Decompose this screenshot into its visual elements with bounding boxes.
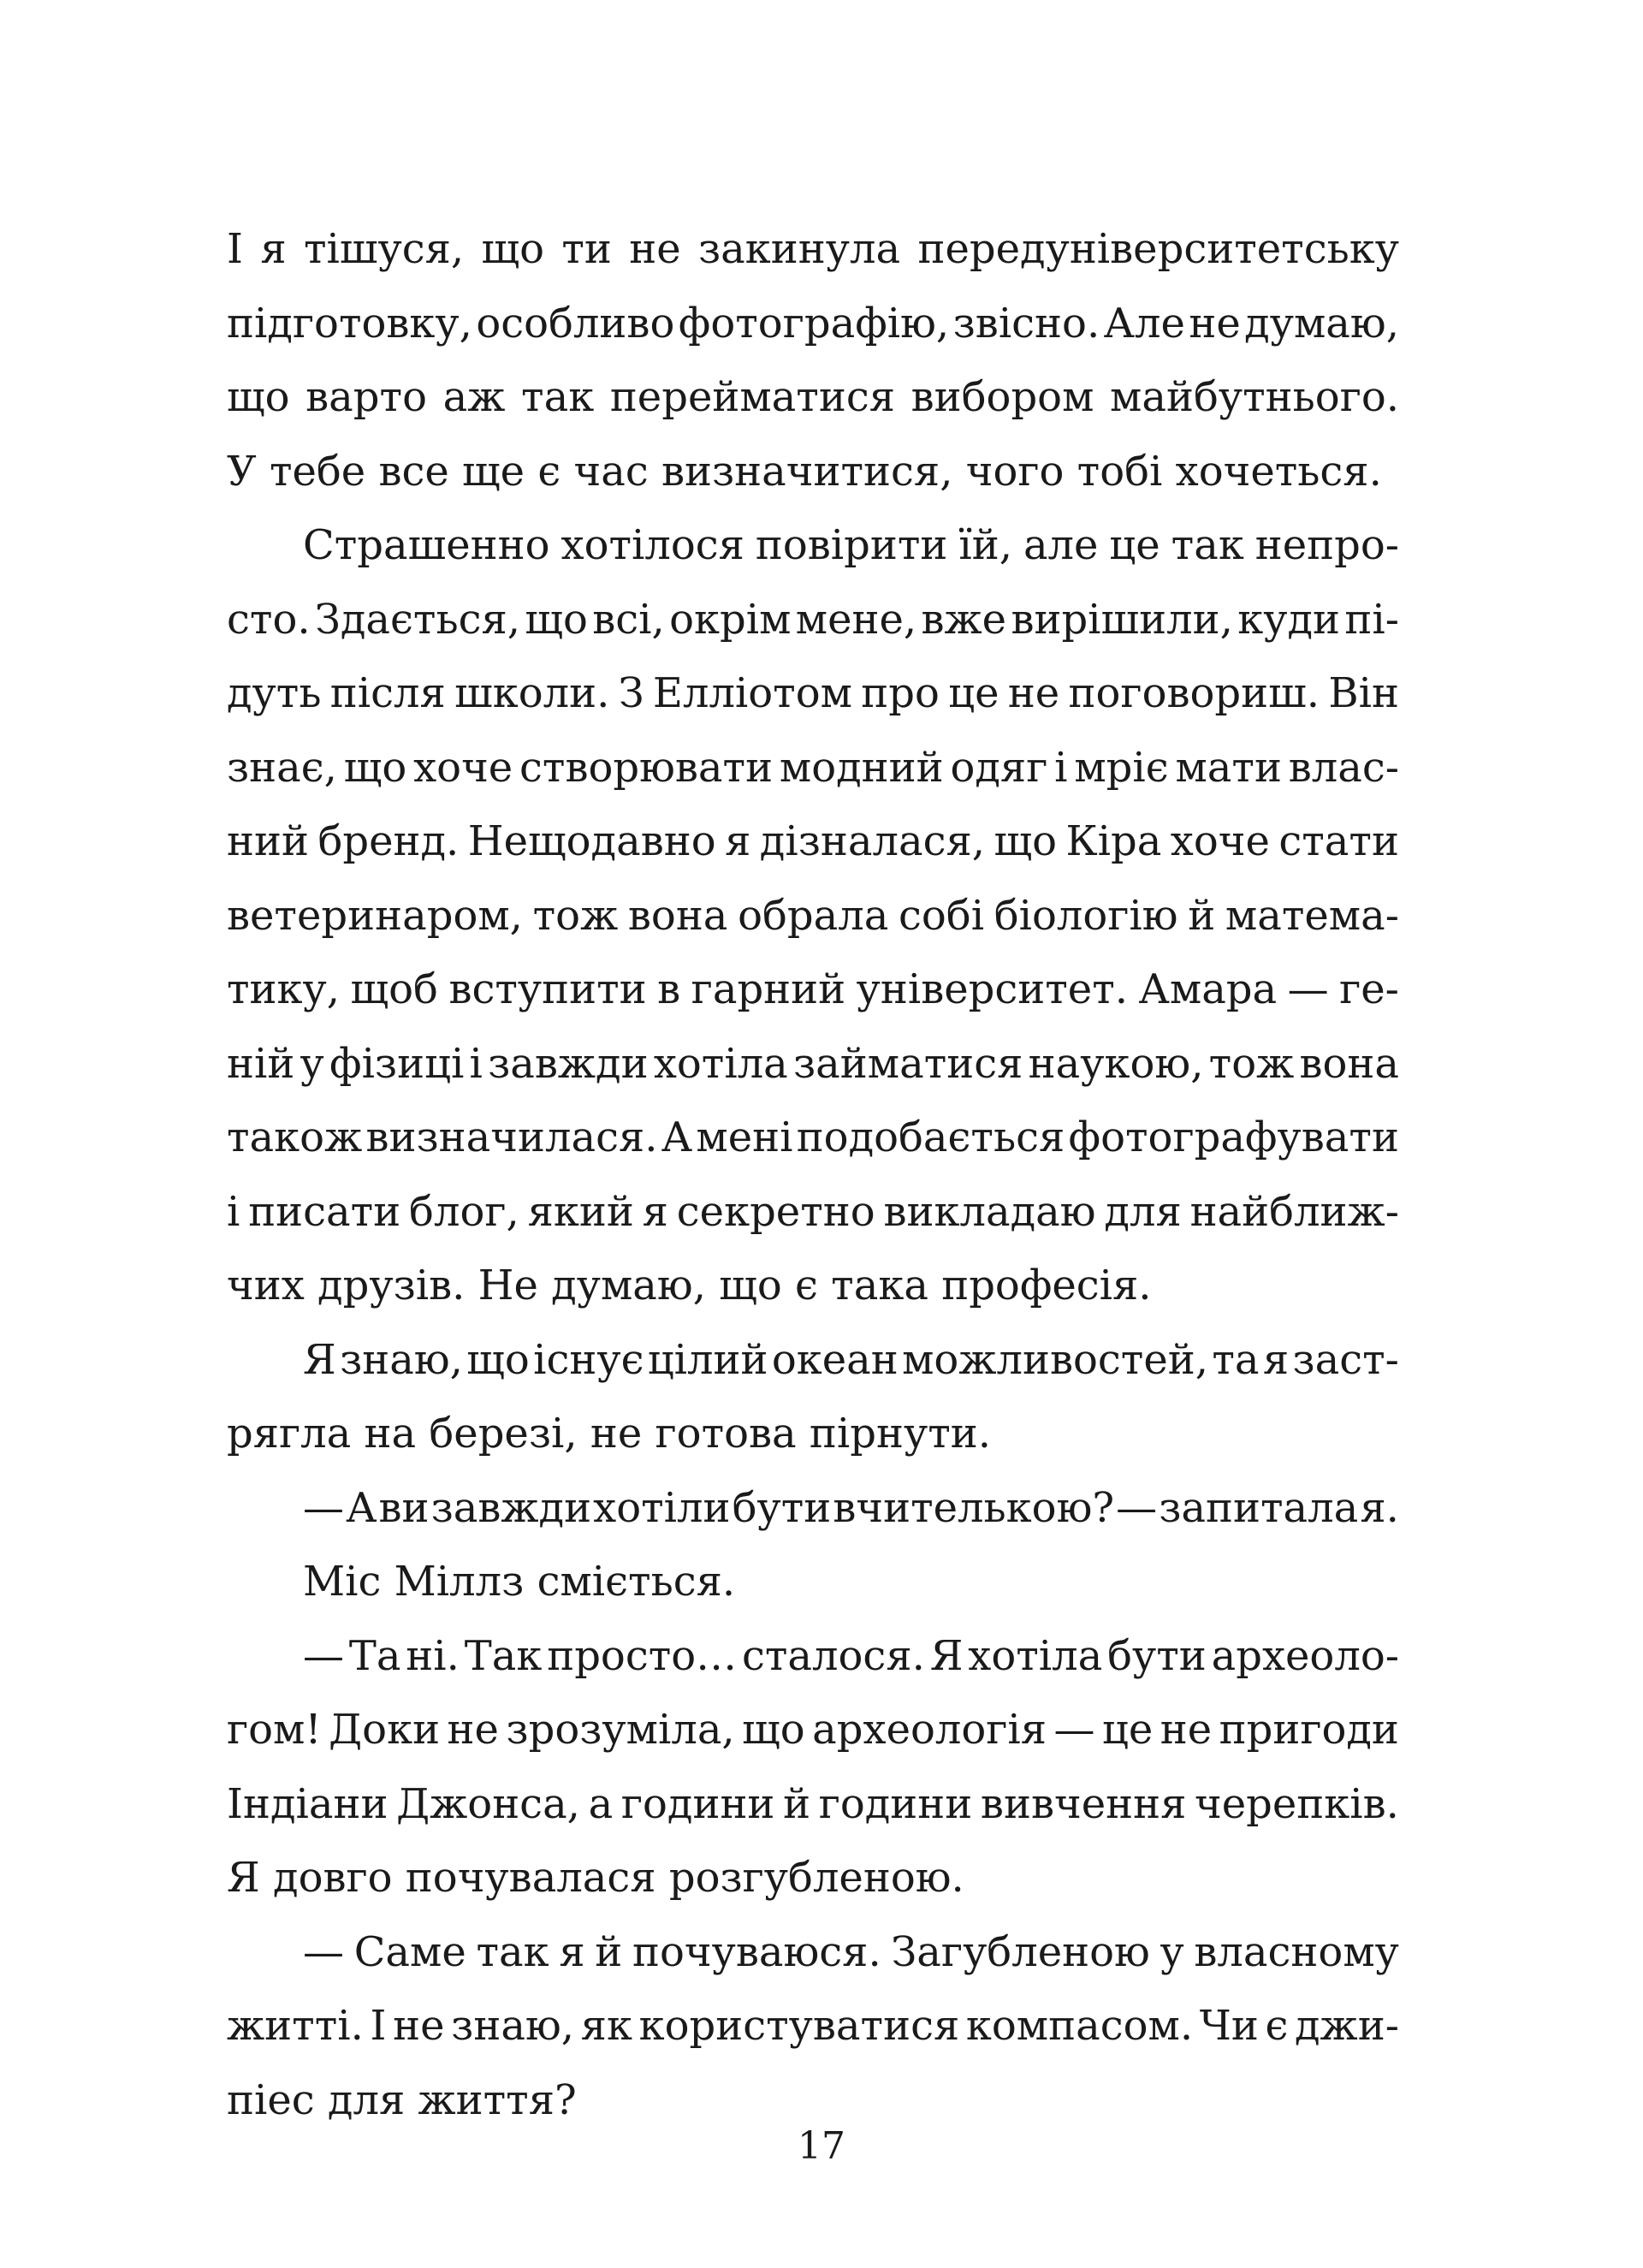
word: закинула: [698, 225, 901, 273]
word: займатися: [793, 1039, 1023, 1088]
word: хоче: [1170, 817, 1270, 865]
word: секретно: [676, 1187, 875, 1236]
word: власному: [1194, 1927, 1399, 1976]
text-line: [227, 1693, 1399, 1767]
word: знаю,: [340, 1335, 463, 1384]
word: вже: [921, 595, 1007, 644]
text-line: рягла на березі, не готова пірнути.: [227, 1410, 992, 1458]
text-line: [227, 287, 1399, 361]
word: визначилася.: [365, 1113, 658, 1161]
word: мріє: [1074, 743, 1169, 792]
text-line: [227, 804, 1399, 879]
word: зрозуміла,: [506, 1706, 735, 1754]
word: —: [1287, 965, 1329, 1013]
text-line: піес для життя?: [227, 2075, 577, 2124]
word: Я: [303, 1335, 336, 1384]
text-line: [227, 1101, 1399, 1175]
word: в: [657, 965, 681, 1013]
word: і: [227, 1187, 240, 1236]
word: сто.: [227, 595, 311, 644]
word: біологію: [994, 891, 1178, 940]
word: бути: [732, 1483, 832, 1532]
text-line: [227, 212, 1399, 287]
word: хотілося: [561, 521, 744, 569]
word: мені: [696, 1113, 793, 1161]
word: непро-: [1254, 521, 1399, 569]
word: Так: [464, 1631, 543, 1680]
word: стати: [1278, 817, 1399, 865]
word: що: [481, 225, 545, 273]
word: Здається,: [314, 595, 521, 644]
word: дізналася,: [759, 817, 986, 865]
word: вибором: [910, 373, 1094, 421]
word: так: [521, 373, 595, 421]
word: хотіла: [968, 1631, 1103, 1680]
word: що: [343, 743, 407, 792]
word: Нещодавно: [467, 817, 716, 865]
word: я: [559, 1927, 585, 1976]
word: вирішили,: [1011, 595, 1233, 644]
word: університет.: [856, 965, 1129, 1013]
text-line: [227, 1027, 1399, 1101]
word: й: [1188, 891, 1216, 940]
word: океан: [771, 1335, 899, 1384]
word: Загубленою: [891, 1927, 1150, 1976]
word: Кіра: [1065, 817, 1162, 865]
word: що: [466, 1335, 530, 1384]
word: і: [469, 1039, 483, 1088]
word: бренд.: [317, 817, 460, 865]
word: наукою,: [1028, 1039, 1204, 1088]
word: й: [595, 1927, 623, 1976]
word: так: [476, 1927, 549, 1976]
word: цілий: [647, 1335, 768, 1384]
word: джи-: [1295, 2002, 1399, 2050]
text-line: [227, 583, 1399, 657]
text-line: [227, 1619, 1399, 1694]
word: створювати: [519, 743, 774, 792]
text-line: [227, 1175, 1399, 1250]
word: мати: [1175, 743, 1282, 792]
word: одяг: [950, 743, 1048, 792]
word: не: [393, 2002, 445, 2050]
word: Страшенно: [303, 521, 550, 569]
word: хотіла: [653, 1039, 788, 1088]
word: тож: [532, 891, 619, 940]
word: це: [1109, 521, 1160, 569]
word: Елліотом: [652, 669, 852, 717]
word: ній: [227, 1039, 295, 1088]
word: знаю,: [451, 2002, 575, 2050]
word: —: [303, 1631, 344, 1680]
word: Саме: [353, 1927, 466, 1976]
word: повірити: [755, 521, 948, 569]
word: знає,: [227, 743, 337, 792]
word: я.: [1360, 1483, 1399, 1532]
word: особливо: [476, 299, 675, 347]
word: це: [1101, 1706, 1154, 1754]
word: який: [527, 1187, 634, 1236]
word: —: [303, 1483, 344, 1532]
word: Індіани: [227, 1779, 389, 1828]
word: —: [1053, 1706, 1095, 1754]
word: їй,: [958, 521, 1012, 569]
word: пі-: [1344, 595, 1399, 644]
word: Амара: [1138, 965, 1278, 1013]
word: куди: [1237, 595, 1341, 644]
word: —: [303, 1927, 344, 1976]
word: І: [370, 2002, 387, 2050]
word: думаю,: [1244, 299, 1399, 347]
word: блог,: [409, 1187, 519, 1236]
text-line: чих друзів. Не думаю, що є така професія.: [227, 1262, 1152, 1309]
text-line: [227, 1767, 1399, 1842]
word: всі,: [592, 595, 665, 644]
word: а: [588, 1779, 614, 1828]
word: існує: [533, 1335, 644, 1384]
word: завжди: [430, 1483, 592, 1532]
word: модний: [779, 743, 944, 792]
word: користуватися: [638, 2002, 960, 2050]
word: хоче: [413, 743, 513, 792]
word: що: [227, 373, 290, 421]
word: Доки: [329, 1706, 441, 1754]
word: для: [1104, 1187, 1182, 1236]
word: подобається: [796, 1113, 1065, 1161]
word: передуніверситетську: [917, 225, 1399, 273]
word: ні.: [406, 1631, 460, 1680]
word: вчителькою?: [833, 1483, 1115, 1532]
word: так: [1171, 521, 1244, 569]
word: викладаю: [883, 1187, 1096, 1236]
word: підготовку,: [227, 299, 472, 347]
word: бути: [1107, 1631, 1207, 1680]
word: Та: [348, 1631, 401, 1680]
word: обрала: [738, 891, 889, 940]
word: собі: [899, 891, 985, 940]
word: сталося.: [741, 1631, 925, 1680]
text-line: [227, 1989, 1399, 2063]
text-line: [227, 656, 1399, 731]
word: І: [227, 225, 243, 273]
word: фотографувати: [1068, 1113, 1399, 1161]
word: А: [346, 1483, 377, 1532]
word: звісно.: [952, 299, 1100, 347]
word: Чи: [1199, 2002, 1259, 2050]
word: тику,: [227, 965, 341, 1013]
word: ний: [227, 817, 309, 865]
word: просто…: [547, 1631, 738, 1680]
word: як: [580, 2002, 632, 2050]
word: вона: [627, 891, 728, 940]
text-line: Міс Міллз сміється.: [303, 1558, 736, 1606]
word: але: [1023, 521, 1099, 569]
word: З: [618, 669, 644, 717]
word: влас-: [1288, 743, 1399, 792]
word: години: [818, 1779, 973, 1828]
word: окрім: [669, 595, 792, 644]
word: вступити: [448, 965, 647, 1013]
word: школи.: [454, 669, 610, 717]
word: та: [1212, 1335, 1260, 1384]
word: найближ-: [1189, 1187, 1399, 1236]
word: ти: [561, 225, 612, 273]
body-text: [227, 212, 1399, 2137]
word: і: [1054, 743, 1068, 792]
word: що: [525, 595, 588, 644]
word: після: [329, 669, 446, 717]
word: варто: [305, 373, 427, 421]
text-line: [227, 1323, 1399, 1398]
text-line: У тебе все ще є час визначитися, чого тобі хочеться.: [227, 447, 1382, 496]
word: мене,: [795, 595, 917, 644]
word: вона: [1299, 1039, 1399, 1088]
word: що: [994, 817, 1058, 865]
word: заст-: [1292, 1335, 1399, 1384]
word: є: [1265, 2002, 1289, 2050]
text-line: [227, 953, 1399, 1027]
word: не: [629, 225, 681, 273]
word: тішуся,: [303, 225, 465, 273]
word: не: [1007, 669, 1060, 717]
word: А: [661, 1113, 693, 1161]
word: пригоди: [1219, 1706, 1399, 1754]
word: Але: [1103, 299, 1185, 347]
word: аж: [442, 373, 506, 421]
word: щоб: [350, 965, 438, 1013]
word: у: [1160, 1927, 1184, 1976]
word: не: [1160, 1706, 1213, 1754]
word: ви: [378, 1483, 430, 1532]
text-line: [227, 1915, 1399, 1990]
word: фізиці: [329, 1039, 465, 1088]
word: фотографію,: [678, 299, 950, 347]
word: житті.: [227, 2002, 364, 2050]
word: години: [620, 1779, 775, 1828]
word: це: [948, 669, 999, 717]
word: Джонса,: [396, 1779, 580, 1828]
word: компасом.: [965, 2002, 1194, 2050]
word: запитала: [1159, 1483, 1359, 1532]
word: я: [1262, 1335, 1290, 1384]
text-line: Я довго почувалася розгубленою.: [227, 1854, 964, 1902]
word: майбутнього.: [1110, 373, 1399, 421]
word: вивчення: [980, 1779, 1187, 1828]
word: я: [725, 817, 751, 865]
word: не: [1189, 299, 1241, 347]
text-line: [227, 879, 1399, 953]
word: поговориш.: [1068, 669, 1320, 717]
word: тож: [1208, 1039, 1295, 1088]
text-line: [227, 1471, 1399, 1546]
text-line: [227, 731, 1399, 805]
text-line: [227, 360, 1399, 435]
word: завжди: [488, 1039, 649, 1088]
word: й: [783, 1779, 811, 1828]
word: матема-: [1225, 891, 1399, 940]
word: черепків.: [1195, 1779, 1399, 1828]
word: дуть: [227, 669, 322, 717]
word: у: [300, 1039, 324, 1088]
word: почуваюся.: [632, 1927, 881, 1976]
word: хотіли: [593, 1483, 731, 1532]
word: ветеринаром,: [227, 891, 523, 940]
page-number: 17: [798, 2124, 845, 2168]
word: гарний: [691, 965, 846, 1013]
word: перейматися: [609, 373, 895, 421]
word: гом!: [227, 1706, 322, 1754]
word: можливостей,: [902, 1335, 1208, 1384]
word: я: [260, 225, 287, 273]
word: також: [227, 1113, 363, 1161]
word: про: [861, 669, 940, 717]
word: археоло-: [1211, 1631, 1399, 1680]
word: —: [1116, 1483, 1158, 1532]
word: Я: [929, 1631, 964, 1680]
word: що: [742, 1706, 805, 1754]
word: Він: [1328, 669, 1399, 717]
word: я: [642, 1187, 668, 1236]
word: не: [447, 1706, 499, 1754]
word: археологія: [812, 1706, 1047, 1754]
text-line: [227, 508, 1399, 583]
word: ге-: [1339, 965, 1399, 1013]
word: писати: [248, 1187, 401, 1236]
